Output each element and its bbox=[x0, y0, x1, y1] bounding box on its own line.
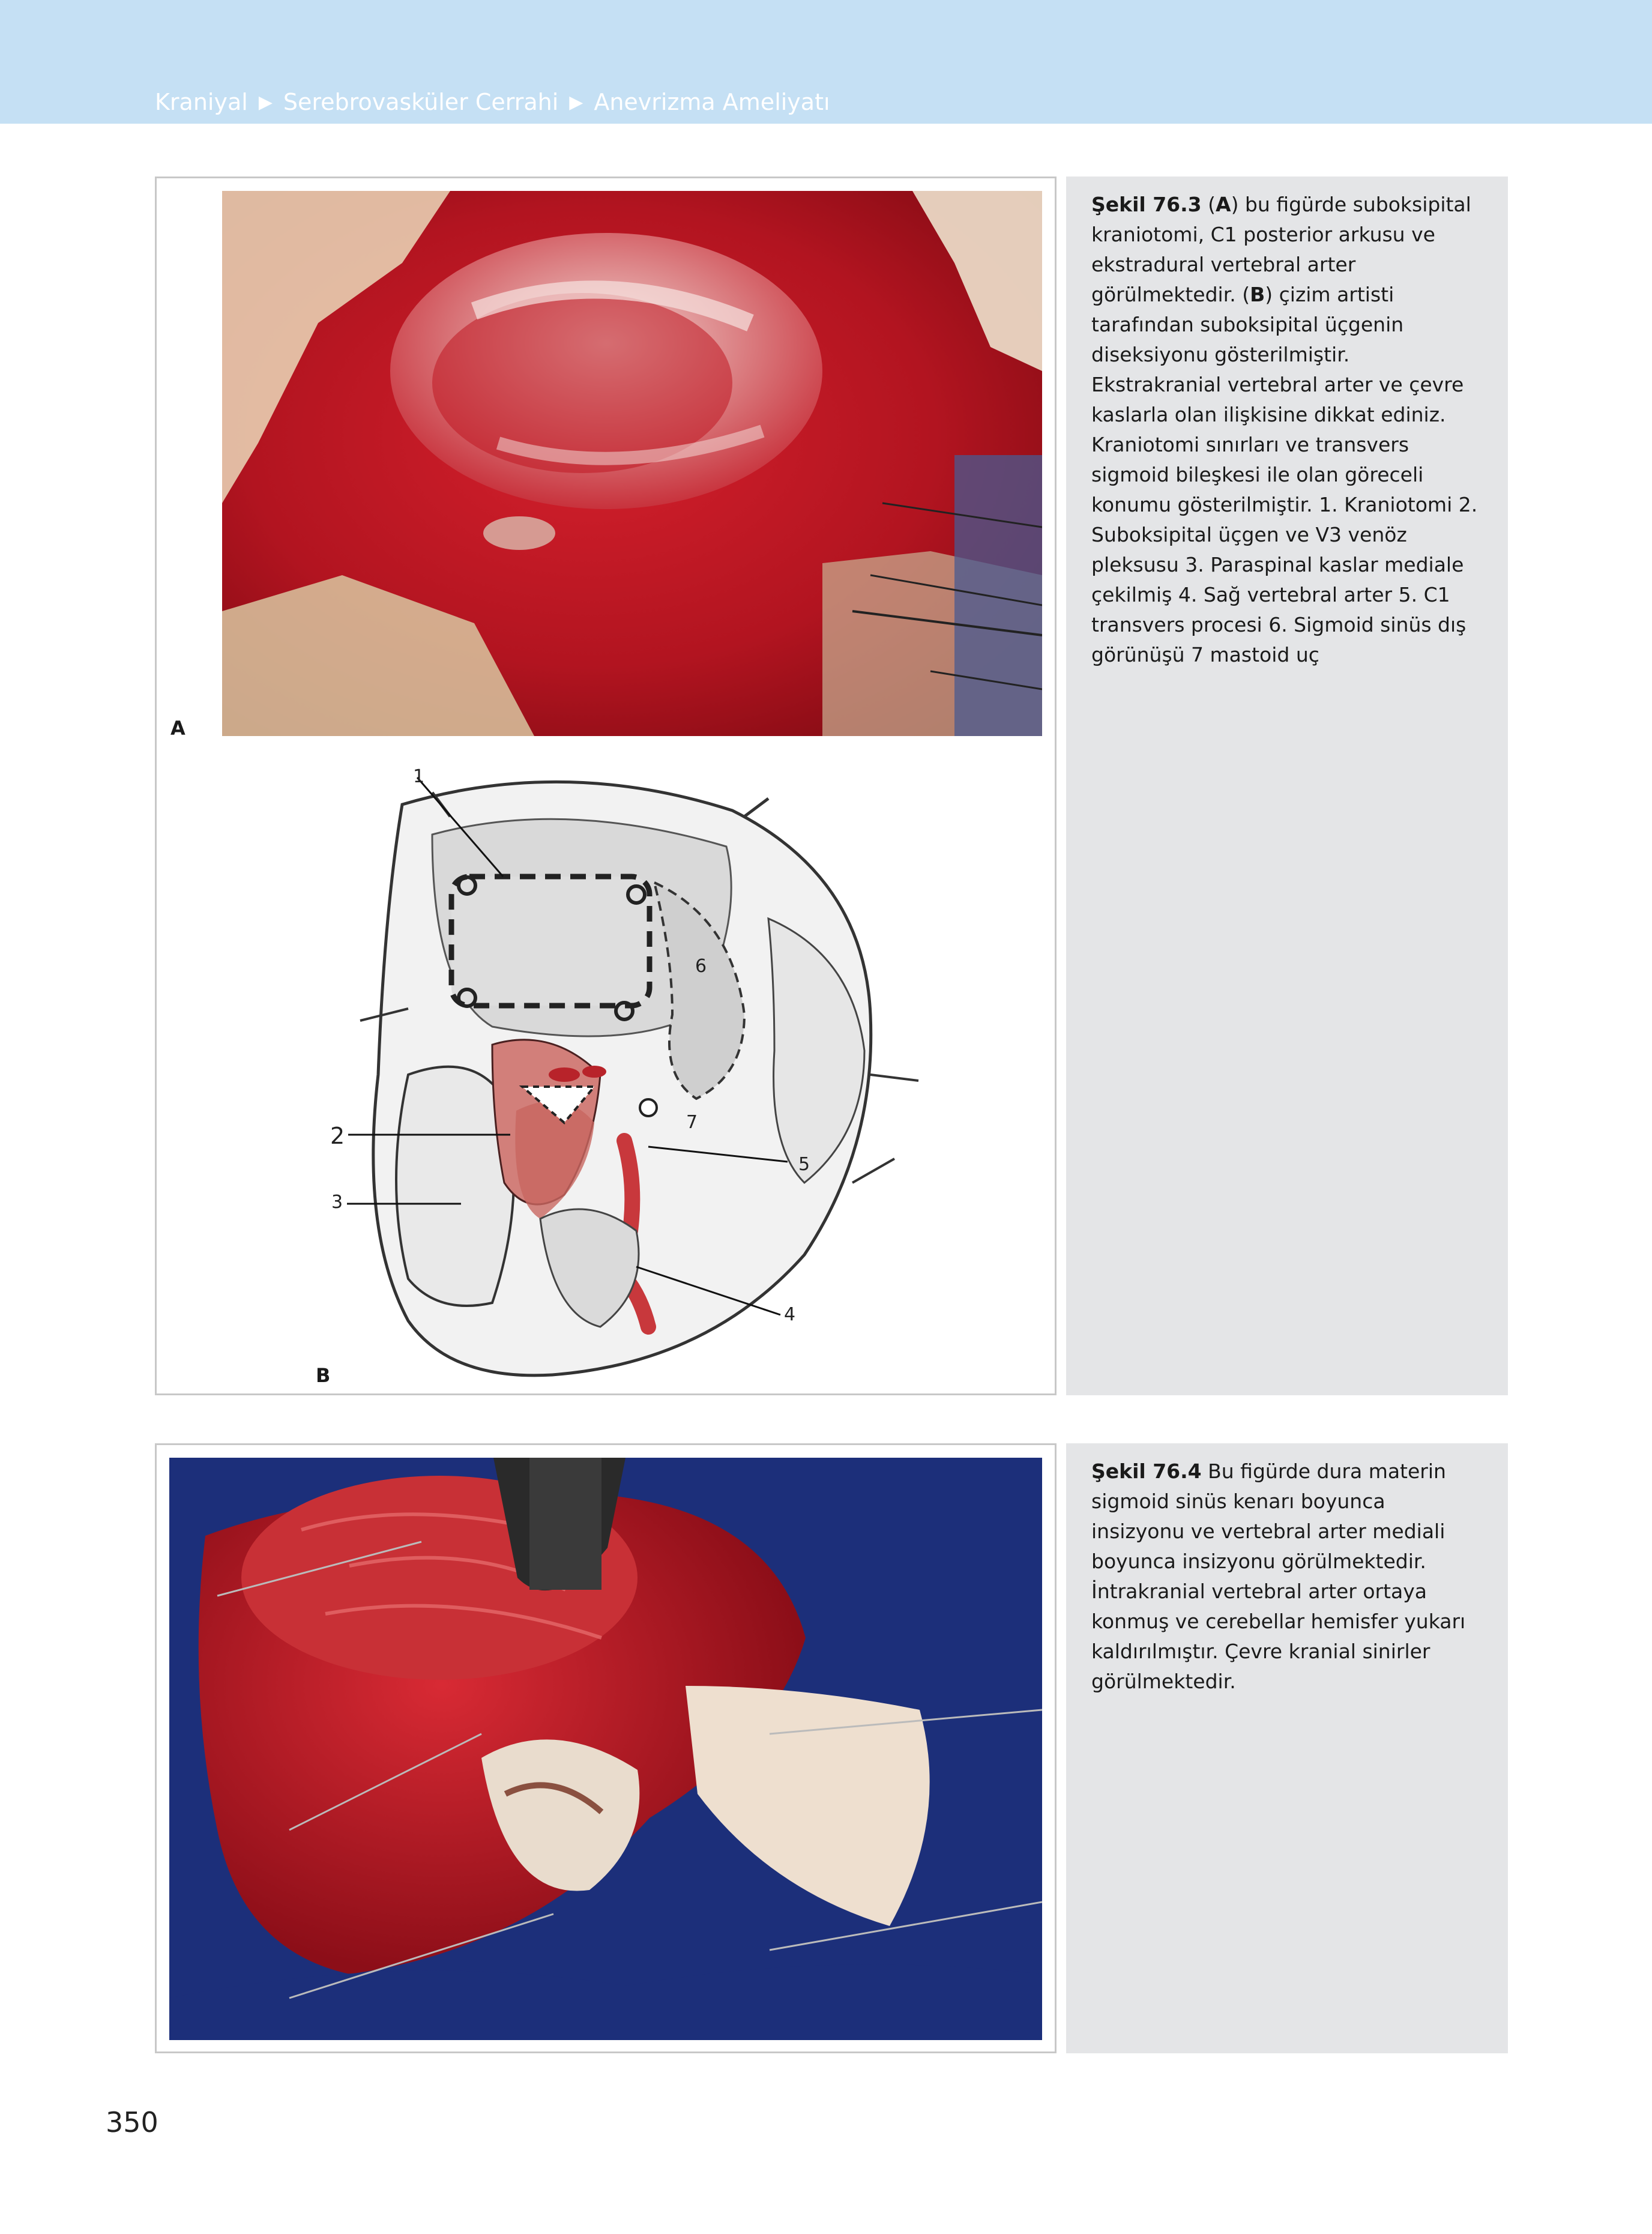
breadcrumb-item-serebrovaskuler[interactable]: Serebrovasküler Cerrahi bbox=[283, 89, 559, 115]
figure-76-3-caption-panel bbox=[1066, 177, 1508, 1395]
callout-6: 6 bbox=[695, 956, 707, 977]
figure-76-3-photo-a bbox=[222, 191, 1042, 736]
caption-figure-number: Şekil 76.3 bbox=[1091, 193, 1202, 216]
caption-panel-ref-b: B bbox=[1250, 283, 1265, 306]
figure-76-4-caption bbox=[1091, 1457, 1484, 1697]
callout-3: 3 bbox=[331, 1192, 343, 1213]
panel-label-a: A bbox=[170, 717, 185, 740]
callout-7: 7 bbox=[686, 1112, 698, 1133]
panel-label-b: B bbox=[316, 1364, 331, 1387]
breadcrumb bbox=[155, 84, 830, 120]
anatomical-drawing-b bbox=[312, 762, 936, 1387]
caption-text-part: ( bbox=[1201, 193, 1216, 216]
triangle-right-icon: ▶ bbox=[258, 91, 273, 113]
caption-text-part: Bu figürde dura materin sigmoid sinüs kenarı boyunca insizyonu ve vertebral arter mediali boyunca insizyonu görülmektedir. İntrakranial vertebral arter ortaya konmuş ve cerebellar hemisfer yukarı kaldırılmıştır. Çevre kranial sinirler görülmektedir. bbox=[1091, 1460, 1466, 1693]
figure-76-3-illustration-b bbox=[312, 762, 936, 1387]
breadcrumb-item-anevrizma[interactable]: Anevrizma Ameliyatı bbox=[594, 89, 830, 115]
surgical-photo-a bbox=[222, 191, 1042, 736]
figure-76-4-caption-panel bbox=[1066, 1443, 1508, 2053]
caption-text-part: ) bu figürde suboksipital kraniotomi, C1 posterior arkusu ve ekstradural vertebral arter görülmektedir. ( bbox=[1091, 193, 1471, 306]
figure-76-4-photo bbox=[169, 1458, 1042, 2040]
caption-text-part: ) çizim artisti tarafından suboksipital üçgenin diseksiyonu gösterilmiştir. Ekstrakranial vertebral arter ve çevre kaslarla olan ilişkisine dikkat ediniz. Kraniotomi sınırları ve transvers sigmoid bileşkesi ile olan göreceli konumu gösterilmiştir. 1. Kraniotomi 2. Suboksipital üçgen ve V3 venöz pleksusu 3. Paraspinal kaslar mediale çekilmiş 4. Sağ vertebral arter 5. C1 transvers procesi 6. Sigmoid sinüs dış görünüşü 7 mastoid uç bbox=[1091, 283, 1478, 666]
surgical-photo-b bbox=[169, 1458, 1042, 2040]
callout-1: 1 bbox=[413, 766, 425, 787]
caption-panel-ref-a: A bbox=[1216, 193, 1231, 216]
callout-2: 2 bbox=[330, 1123, 345, 1149]
figure-76-3-caption bbox=[1091, 190, 1484, 670]
page-number: 350 bbox=[106, 2106, 158, 2139]
triangle-right-icon: ▶ bbox=[569, 91, 583, 113]
caption-figure-number: Şekil 76.4 bbox=[1091, 1460, 1202, 1483]
callout-4: 4 bbox=[784, 1304, 796, 1325]
callout-5: 5 bbox=[798, 1154, 810, 1175]
breadcrumb-item-kraniyal[interactable]: Kraniyal bbox=[155, 89, 248, 115]
